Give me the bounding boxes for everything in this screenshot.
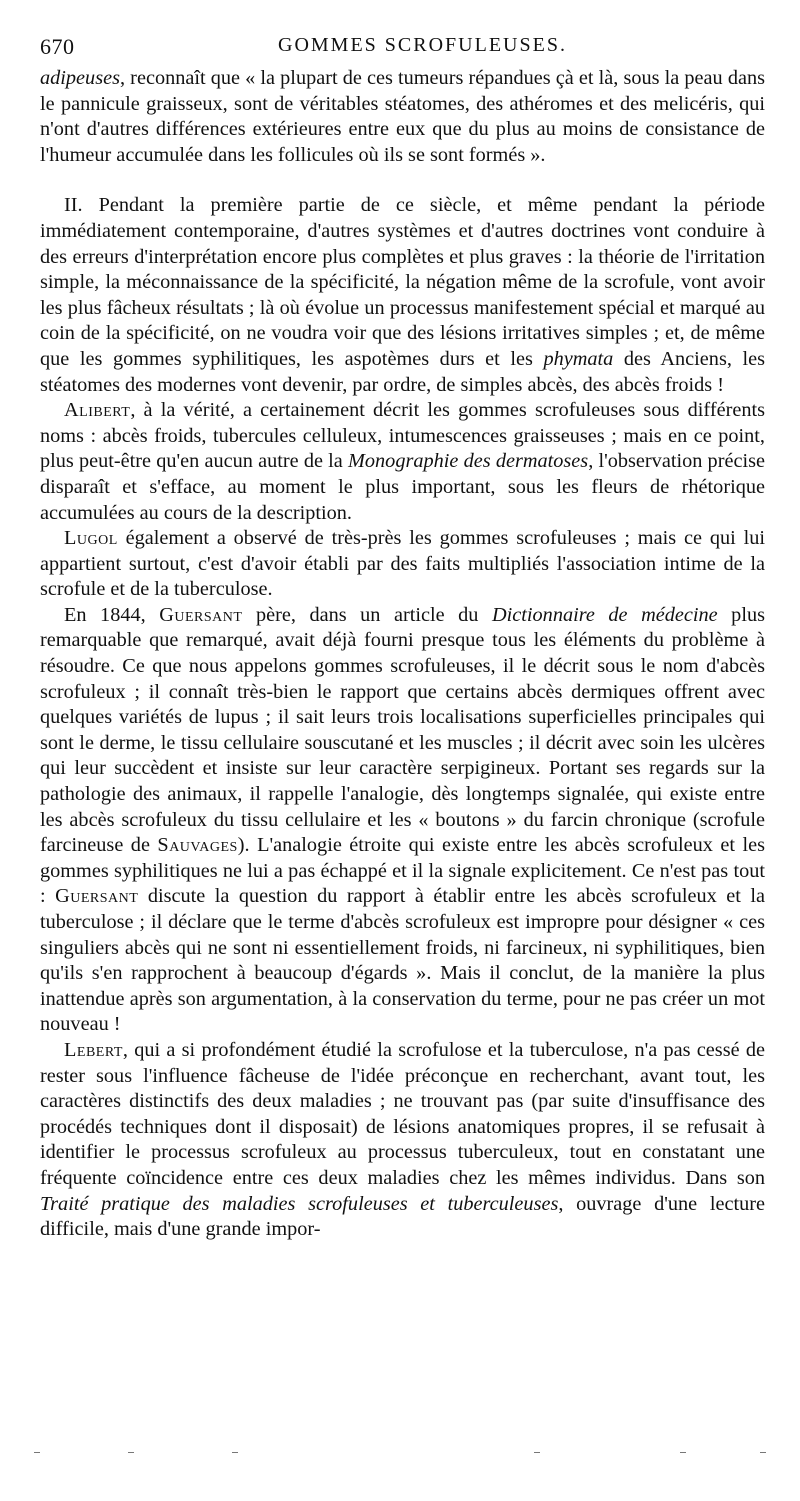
scan-footer-marks (0, 1452, 800, 1462)
author-name: Lebert (64, 1038, 123, 1061)
paragraph-text: discute la question du rapport à établir entre les abcès scrofuleux et la tuberculose ; il déclare que le terme d'abcès scrofuleux est impropre pour désigner « ces singuliers abcès qui ne sont ni essentiellement froids, ni farcineux, ni syphilitiques, bien qu'ils s'en rapprochent à beaucoup d'égards ». Mais il conclut, de la manière la plus inattendue après son argumentation, à la conservation du terme, pour ne pas créer un mot nouveau ! (40, 885, 765, 1036)
author-name: Lugol (64, 527, 118, 550)
scan-mark (534, 1452, 540, 1453)
paragraph-text: également a observé de très-près les gommes scrofuleuses ; mais ce qui lui appartient surtout, c'est d'avoir établi par des faits multipliés l'association intime de la scrofule et de la tuberculose. (40, 527, 765, 601)
author-name: Sauvages (157, 834, 238, 857)
paragraph-4 (40, 526, 765, 603)
paragraph-1 (40, 66, 765, 168)
scan-mark (680, 1452, 686, 1453)
paragraph-text: ). L'analogie étroite qui existe entre les abcès scrofuleux et les gommes syphilitiques ne lui a pas échappé et il la signale explicitement. Ce n'est pas tout : (40, 834, 765, 908)
running-title: GOMMES SCROFULEUSES. (278, 34, 567, 56)
paragraph-6 (40, 1038, 765, 1243)
body-text (40, 66, 765, 1243)
italic-term: phymata (543, 347, 614, 370)
paragraph-text: plus remarquable que remarqué, avait déjà fourni presque tous les éléments du problème à résoudre. Ce que nous appelons gommes scrofuleuses, il le décrit sous le nom d'abcès scrofuleux ; il connaît très-bien le rapport que certains abcès dermiques offrent avec quelques variétés de lupus ; il sait leurs trois localisations superficielles principales qui sont le derme, le tissu cellulaire souscutané et les muscles ; il décrit avec soin les ulcères qui leur succèdent et insiste sur leur caractère serpigineux. Portant ses regards sur la pathologie des animaux, il rappelle l'analogie, dès longtemps signalée, qui existe entre les abcès scrofuleux du tissu cellulaire et les « boutons » du farcin chronique (scrofule farcineuse de (40, 603, 765, 857)
author-name: Alibert (64, 399, 131, 422)
paragraph-3 (40, 398, 765, 526)
paragraph-text: , qui a si profondément étudié la scrofulose et la tuberculose, n'a pas cessé de rester sous l'influence fâcheuse de l'idée préconçue en recherchant, avant tout, les caractères distinctifs des deux maladies ; ne trouvant pas (par suite d'insuffisance des procédés techniques dont il disposait) de lésions anatomiques propres, il se refusait à identifier le processus scrofuleux au processus tuberculeux, tout en constatant une fréquente coïncidence entre ces deux maladies chez les mêmes individus. Dans son (40, 1038, 765, 1189)
italic-title: Dictionnaire de médecine (491, 603, 718, 626)
scan-mark (128, 1452, 134, 1453)
paragraph-text: , ouvrage d'une lecture difficile, mais d'une grande impor- (40, 1192, 765, 1241)
italic-title: Traité pratique des maladies scrofuleuses et tuberculeuses (40, 1192, 559, 1215)
paragraph-text: , à la vérité, a certainement décrit les gommes scrofuleuses sous différents noms : abcès froids, tubercules celluleux, intumescences graisseuses ; mais en ce point, plus peut-être qu'en aucun autre de la (40, 399, 765, 473)
paragraph-text: , reconnaît que « la plupart de ces tumeurs répandues çà et là, sous la peau dans le pannicule graisseux, sont de véritables stéatomes, des athéromes et des melicéris, qui n'ont d'autres différences extérieures entre eux que du plus au moins de consistance de l'humeur accumulée dans les follicules où ils se sont formés ». (40, 67, 765, 166)
paragraph-text: En 1844, (64, 603, 160, 626)
paragraph-5 (40, 603, 765, 1038)
author-name: Guersant (159, 603, 243, 626)
page-number: 670 (40, 34, 75, 59)
paragraph-text: , l'observation précise disparaît et s'efface, au moment le plus important, sous les fleurs de rhétorique accumulées au cours de la description. (40, 450, 765, 524)
scan-mark (760, 1452, 766, 1453)
italic-term: adipeuses (40, 67, 120, 89)
page-header (40, 28, 765, 68)
italic-title: Monographie des dermatoses (348, 450, 589, 473)
author-name: Guersant (55, 885, 139, 908)
paragraph-2 (40, 193, 765, 398)
paragraph-text: II. Pendant la première partie de ce siècle, et même pendant la période immédiatement contemporaine, d'autres systèmes et d'autres doctrines vont conduire à des erreurs d'interprétation encore plus complètes et plus graves : la théorie de l'irritation simple, la méconnaissance de la spécificité, la négation même de la scrofule, vont avoir les plus fâcheux résultats ; là où évolue un processus manifestement spécial et marqué au coin de la spécificité, on ne voudra voir que des lésions irritatives simples ; et, de même que les gommes syphilitiques, les aspotèmes durs et les (40, 194, 765, 370)
scan-mark (34, 1452, 40, 1453)
paragraph-text: des Anciens, les stéatomes des modernes vont devenir, par ordre, de simples abcès, des abcès froids ! (40, 347, 765, 396)
paragraph-text: père, dans un article du (242, 603, 492, 626)
scan-mark (232, 1452, 238, 1453)
